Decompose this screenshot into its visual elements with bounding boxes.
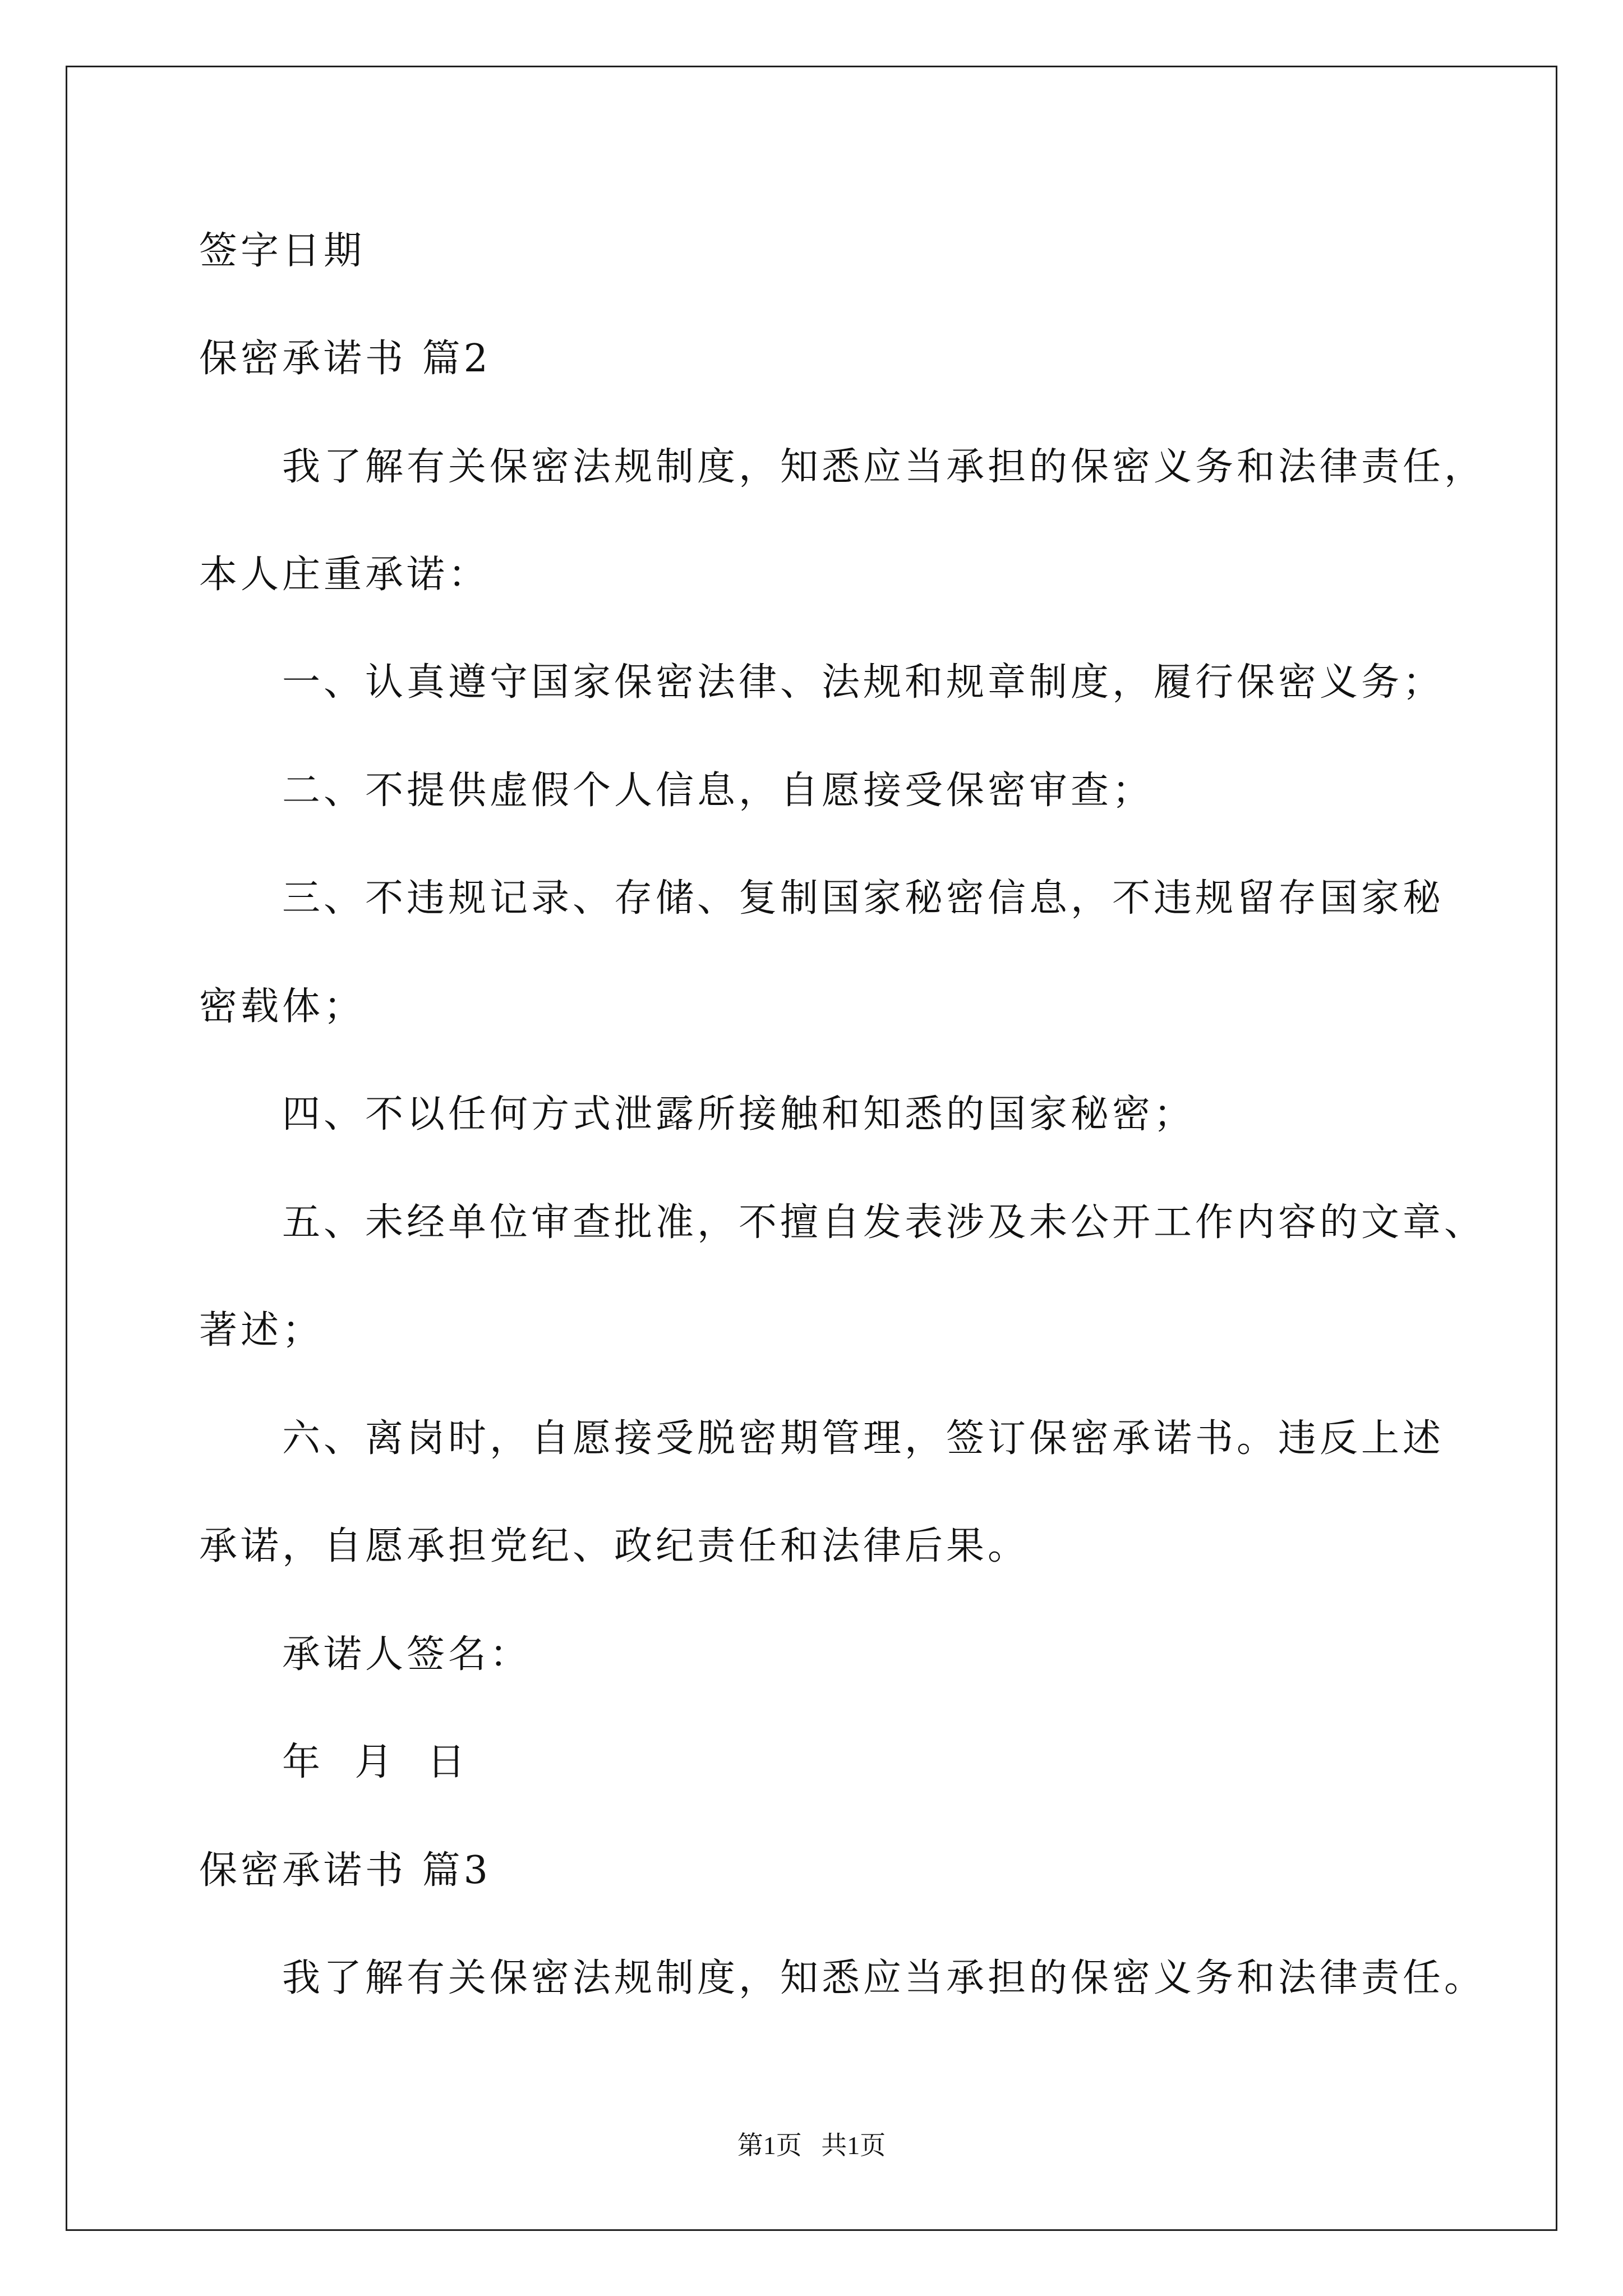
paragraph-line: 我了解有关保密法规制度，知悉应当承担的保密义务和法律责任。 <box>282 1956 1486 2000</box>
paragraph-line: 一、认真遵守国家保密法律、法规和规章制度，履行保密义务； <box>282 660 1445 705</box>
paragraph-line: 本人庄重承诺： <box>199 553 490 597</box>
paragraph-line: 密载体； <box>199 984 366 1029</box>
paragraph-line: 著述； <box>199 1308 324 1352</box>
page-border <box>66 66 1557 2231</box>
section-heading-3: 保密承诺书 篇3 <box>199 1848 491 1893</box>
section-heading-2: 保密承诺书 篇2 <box>199 337 491 381</box>
paragraph-line: 三、不违规记录、存储、复制国家秘密信息，不违规留存国家秘 <box>282 876 1445 921</box>
paragraph-line: 二、不提供虚假个人信息，自愿接受保密审查； <box>282 769 1154 813</box>
paragraph-line: 六、离岗时，自愿接受脱密期管理，签订保密承诺书。违反上述 <box>282 1416 1445 1461</box>
paragraph-line: 承诺，自愿承担党纪、政纪责任和法律后果。 <box>199 1524 1030 1568</box>
signer-name-label: 承诺人签名： <box>282 1632 532 1677</box>
paragraph-line: 五、未经单位审查批准，不擅自发表涉及未公开工作内容的文章、 <box>282 1200 1486 1245</box>
page-footer: 第1页 共1页 <box>737 2131 886 2160</box>
date-line: 年 月 日 <box>282 1740 469 1784</box>
paragraph-line: 四、不以任何方式泄露所接触和知悉的国家秘密； <box>282 1092 1196 1137</box>
paragraph-line: 我了解有关保密法规制度，知悉应当承担的保密义务和法律责任， <box>282 445 1486 489</box>
signature-date-label: 签字日期 <box>199 229 366 273</box>
